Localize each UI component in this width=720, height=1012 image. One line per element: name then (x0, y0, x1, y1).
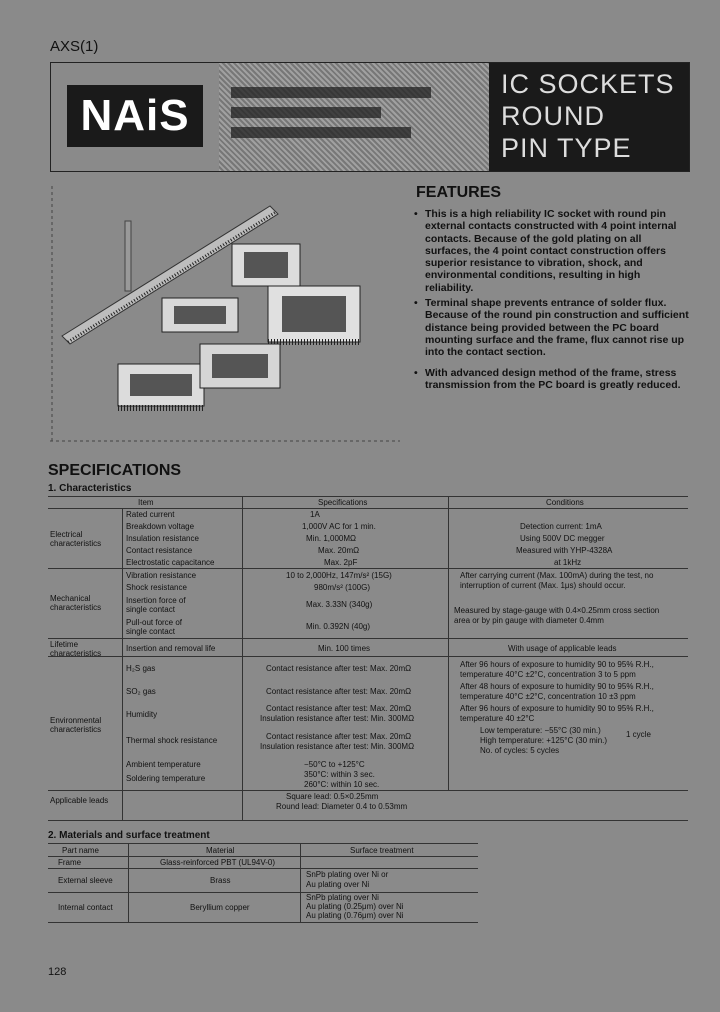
spec-leads-1: Square lead: 0.5×0.25mm (286, 792, 379, 801)
table-rule (48, 843, 478, 844)
material-sleeve: Brass (210, 876, 231, 885)
spec-capacitance: Max. 2pF (324, 558, 358, 567)
cond-insertion-removal: With usage of applicable leads (508, 644, 617, 653)
spec-vibration: 10 to 2,000Hz, 147m/s² (15G) (286, 571, 392, 580)
spec-ambient: −50°C to +125°C (304, 760, 365, 769)
section-heading: 2. Materials and surface treatment (48, 830, 210, 841)
group-environmental: Environmental characteristics (50, 716, 102, 734)
spec-so2: Contact resistance after test: Max. 20mΩ (266, 687, 412, 696)
table-rule (48, 568, 688, 569)
cond-humidity-1: After 96 hours of exposure to humidity 90 to 95% R.H., (460, 704, 654, 713)
surface-contact-2: Au plating (0.25μm) over Ni (306, 902, 404, 911)
logo-box (51, 63, 220, 171)
header-surface: Surface treatment (350, 846, 414, 855)
socket-shape (200, 344, 280, 388)
group-applicable: Applicable leads (50, 796, 109, 805)
header-spec: Specifications (318, 498, 368, 507)
feature-text: With advanced design method of the frame, stress transmission from the PC board is greatly reduced. (425, 367, 681, 392)
cond-insertion-2: area or by pin gauge with diameter 0.4mm (454, 616, 604, 625)
item-ambient: Ambient temperature (126, 760, 201, 769)
item-so2: SO₂ gas (126, 687, 156, 696)
item-humidity: Humidity (126, 710, 158, 719)
item-insertion-2: single contact (126, 605, 175, 614)
cond-thermal-1: Low temperature: −55°C (30 min.) (480, 726, 601, 735)
spec-insulation: Min. 1,000MΩ (306, 534, 356, 543)
cond-h2s-2: temperature 40°C ±2°C, concentration 3 to 5 ppm (460, 670, 636, 679)
table-rule (448, 496, 449, 790)
spec-soldering-1: 350°C: within 3 sec. (304, 770, 375, 779)
cond-vibration: After carrying current (Max. 100mA) during the test, no (460, 571, 654, 580)
table-rule (48, 496, 688, 497)
socket-shape (232, 244, 300, 286)
header-material: Material (206, 846, 235, 855)
part-contact: Internal contact (58, 903, 113, 912)
item-rated-current: Rated current (126, 510, 175, 519)
socket-shape (268, 286, 360, 342)
cond-humidity-2: temperature 40 ±2°C (460, 714, 535, 723)
cond-vibration-2: interruption of current (Max. 1μs) should occur. (460, 581, 626, 590)
product-title-line: IC SOCKETS (501, 69, 675, 99)
surface-sleeve-1: SnPb plating over Ni or (306, 870, 389, 879)
part-frame: Frame (58, 858, 82, 867)
bullet-icon: • (414, 367, 418, 379)
table-rule (48, 892, 478, 893)
spec-contact-resistance: Max. 20mΩ (318, 546, 360, 555)
item-insertion-1: Insertion force of (126, 596, 186, 605)
nais-logo: NAiS (67, 85, 203, 147)
feature-text: This is a high reliability IC socket with round pin external contacts constructed with 4 point internal contacts. Because of the gold plating on all surfaces, the 4 point contact construction offers superior resistance to vibration, shock, and environmental conditions, resulting in high reliability. (425, 208, 677, 294)
spec-thermal-1: Contact resistance after test: Max. 20mΩ (266, 732, 412, 741)
surface-contact-3: Au plating (0.76μm) over Ni (306, 911, 404, 920)
item-insulation: Insulation resistance (126, 534, 199, 543)
table-rule (128, 843, 129, 922)
table-rule (48, 790, 688, 791)
item-capacitance: Electrostatic capacitance (126, 558, 215, 567)
table-rule (300, 843, 301, 922)
surface-sleeve-2: Au plating over Ni (306, 880, 370, 889)
tagline-line (231, 127, 411, 138)
features-heading: FEATURES (416, 184, 502, 201)
material-contact: Beryllium copper (190, 903, 250, 912)
socket-shape (118, 364, 204, 408)
table-rule (48, 856, 478, 857)
cond-so2-1: After 48 hours of exposure to humidity 90 to 95% R.H., (460, 682, 654, 691)
cond-thermal-3: No. of cycles: 5 cycles (480, 746, 560, 755)
item-pullout-2: single contact (126, 627, 175, 636)
cond-thermal-cycle: 1 cycle (626, 730, 651, 739)
bullet-icon: • (414, 297, 418, 309)
header-banner (50, 62, 690, 172)
bullet-icon: • (414, 208, 418, 220)
page-number: 128 (48, 966, 67, 978)
cond-so2-2: temperature 40°C ±2°C, concentration 10 ±3 ppm (460, 692, 636, 701)
table-rule (48, 868, 478, 869)
spec-h2s: Contact resistance after test: Max. 20mΩ (266, 664, 412, 673)
item-soldering: Soldering temperature (126, 774, 206, 783)
product-title-box (489, 63, 689, 171)
table-rule (122, 508, 123, 820)
feature-text: Terminal shape prevents entrance of solder flux. Because of the round pin construction and sufficient distance being provided between the PC board mounting surface and the frame, flux cannot rise up into the contact section. (425, 297, 689, 359)
header-tagline-band (219, 63, 489, 171)
surface-contact-1: SnPb plating over Ni (306, 893, 379, 902)
tagline-line (231, 87, 431, 98)
spec-shock: 980m/s² (100G) (314, 583, 371, 592)
product-title-line: ROUND (501, 101, 605, 131)
group-mechanical: Mechanical characteristics (50, 594, 102, 612)
cond-insulation: Using 500V DC megger (520, 534, 605, 543)
material-frame: Glass-reinforced PBT (UL94V-0) (160, 858, 276, 867)
table-rule (48, 922, 478, 923)
cond-capacitance: at 1kHz (554, 558, 582, 567)
item-breakdown: Breakdown voltage (126, 522, 195, 531)
table-rule (242, 496, 243, 820)
header-item: Item (138, 498, 154, 507)
section-heading: 1. Characteristics (48, 483, 132, 494)
table-rule (48, 820, 688, 821)
part-sleeve: External sleeve (58, 876, 113, 885)
group-electrical: Electrical characteristics (50, 530, 102, 548)
tagline-line (231, 107, 381, 118)
header-cond: Conditions (546, 498, 584, 507)
item-vibration: Vibration resistance (126, 571, 197, 580)
product-title-line: PIN TYPE (501, 133, 632, 163)
spec-insertion: Max. 3.33N (340g) (306, 600, 373, 609)
header-part: Part name (62, 846, 99, 855)
cond-h2s-1: After 96 hours of exposure to humidity 90 to 95% R.H., (460, 660, 654, 669)
feature-item (414, 208, 690, 294)
socket-shape (162, 298, 238, 332)
cond-thermal-2: High temperature: +125°C (30 min.) (480, 736, 608, 745)
table-rule (48, 656, 688, 657)
table-rule (48, 638, 688, 639)
spec-thermal-2: Insulation resistance after test: Min. 300MΩ (260, 742, 415, 751)
spec-humidity-1: Contact resistance after test: Max. 20mΩ (266, 704, 412, 713)
item-shock: Shock resistance (126, 583, 187, 592)
item-insertion-removal: Insertion and removal life (126, 644, 216, 653)
table-rule (48, 508, 688, 509)
cond-insertion-1: Measured by stage-gauge with 0.4×0.25mm cross section (454, 606, 660, 615)
group-lifetime: Lifetime characteristics (50, 640, 102, 658)
series-label: AXS(1) (50, 38, 99, 55)
spec-rated-current: 1A (310, 510, 320, 519)
cond-contact-resistance: Measured with YHP-4328A (516, 546, 613, 555)
item-pullout-1: Pull-out force of (126, 618, 183, 627)
spec-leads-2: Round lead: Diameter 0.4 to 0.53mm (276, 802, 408, 811)
feature-item (414, 297, 690, 358)
spec-soldering-2: 260°C: within 10 sec. (304, 780, 380, 789)
spec-breakdown: 1,000V AC for 1 min. (302, 522, 376, 531)
spec-insertion-removal: Min. 100 times (318, 644, 371, 653)
spec-humidity-2: Insulation resistance after test: Min. 300MΩ (260, 714, 415, 723)
item-h2s: H₂S gas (126, 664, 156, 673)
cond-breakdown: Detection current: 1mA (520, 522, 602, 531)
feature-item (414, 367, 690, 392)
spec-pullout: Min. 0.392N (40g) (306, 622, 371, 631)
item-contact-resistance: Contact resistance (126, 546, 193, 555)
product-photo (50, 186, 400, 442)
item-thermal: Thermal shock resistance (126, 736, 218, 745)
specifications-heading: SPECIFICATIONS (48, 462, 182, 479)
